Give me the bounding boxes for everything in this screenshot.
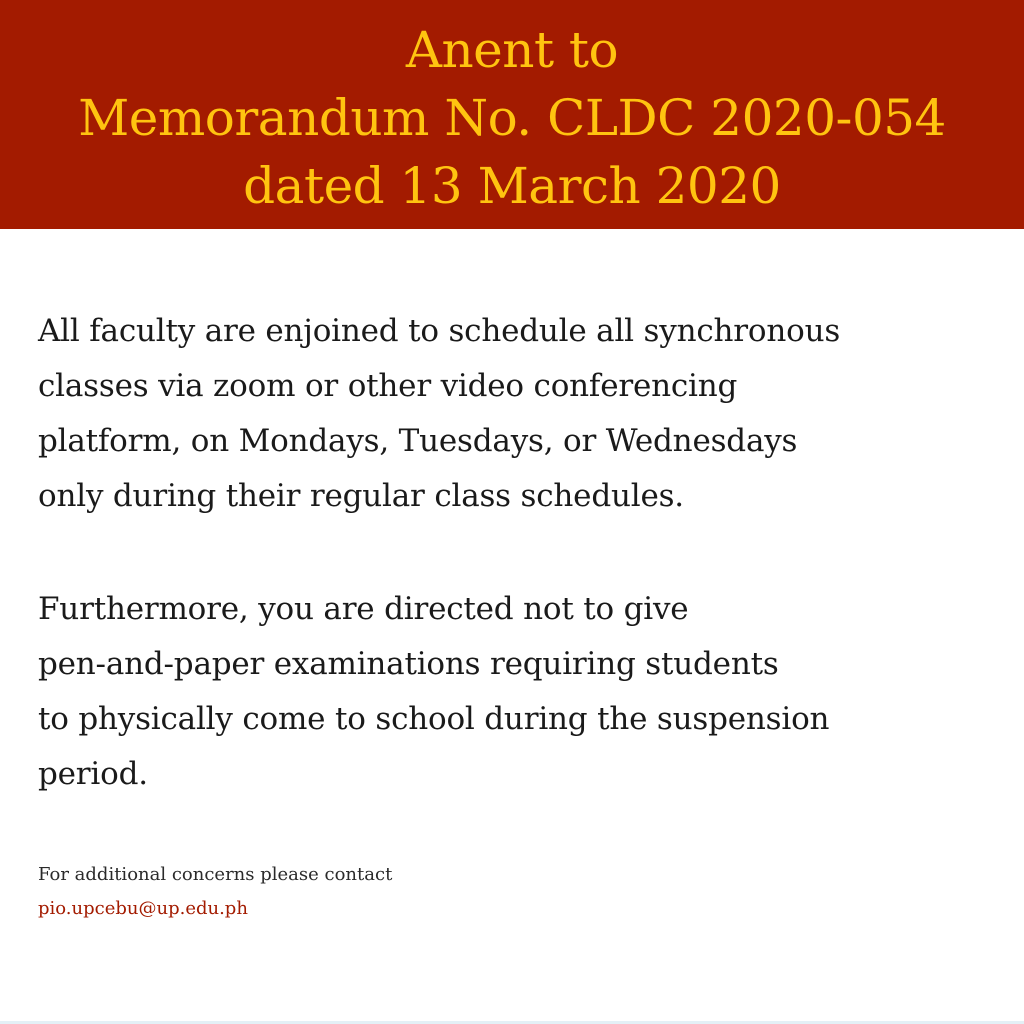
paragraph-examinations — [38, 582, 998, 802]
title-line-3: dated 13 March 2020 — [243, 157, 781, 215]
paragraph-1-line-2: classes via zoom or other video conferencing — [38, 368, 738, 404]
page-title — [0, 16, 1024, 220]
paragraph-1-line-4: only during their regular class schedules. — [38, 478, 684, 514]
contact-email-link[interactable]: pio.upcebu@up.edu.ph — [38, 898, 248, 919]
paragraph-faculty-schedule — [38, 304, 998, 524]
contact-label: For additional concerns please contact — [38, 864, 393, 885]
title-line-2: Memorandum No. CLDC 2020-054 — [78, 89, 946, 147]
contact-block — [38, 858, 392, 926]
paragraph-1-line-1: All faculty are enjoined to schedule all synchronous — [38, 313, 841, 349]
header-banner — [0, 0, 1024, 229]
title-line-1: Anent to — [405, 21, 619, 79]
paragraph-1-line-3: platform, on Mondays, Tuesdays, or Wednesdays — [38, 423, 798, 459]
paragraph-2-line-1: Furthermore, you are directed not to give — [38, 591, 689, 627]
paragraph-2-line-2: pen-and-paper examinations requiring students — [38, 646, 779, 682]
paragraph-2-line-3: to physically come to school during the suspension — [38, 701, 830, 737]
paragraph-2-line-4: period. — [38, 756, 148, 792]
